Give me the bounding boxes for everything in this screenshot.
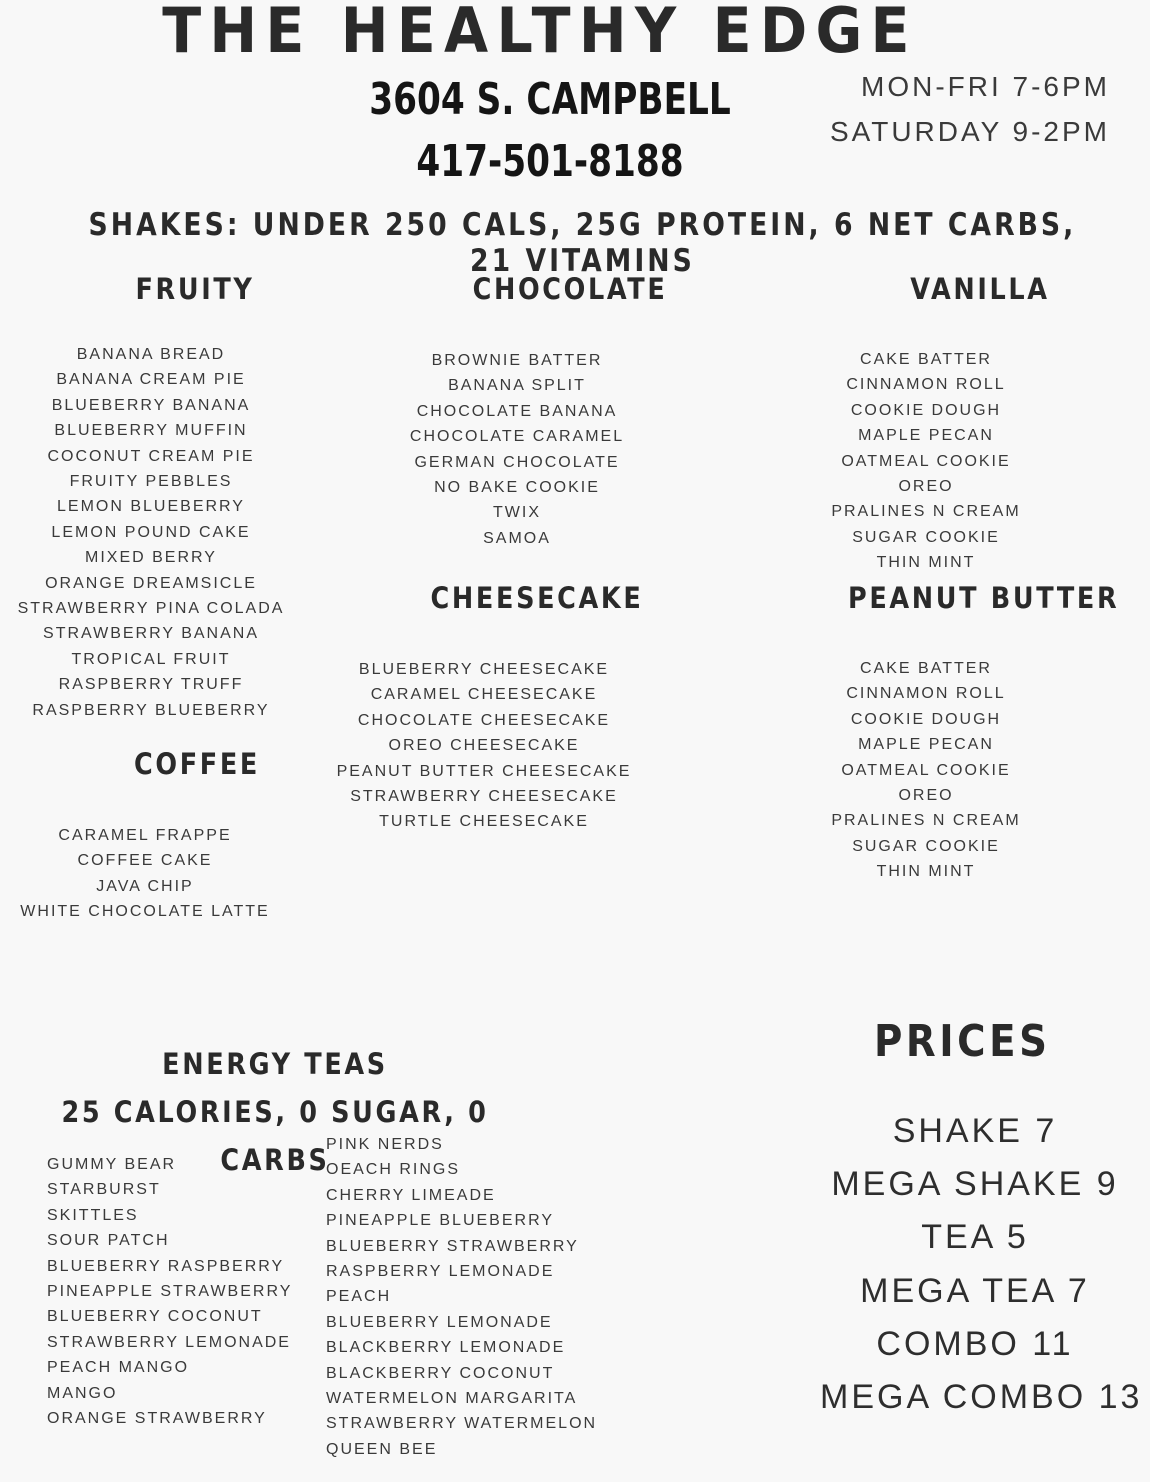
energy-tea-item: ORANGE STRAWBERRY: [47, 1410, 267, 1428]
peanut-butter-item: OREO: [898, 787, 954, 805]
fruity-list: [0, 342, 302, 723]
chocolate-heading: CHOCOLATE: [472, 272, 668, 306]
energy-tea-item: MANGO: [47, 1384, 118, 1402]
chocolate-item: SAMOA: [483, 529, 551, 547]
energy-tea-item: SKITTLES: [47, 1206, 139, 1224]
price-item: TEA 5: [921, 1218, 1029, 1257]
energy-tea-item: BLUEBERRY LEMONADE: [326, 1313, 553, 1331]
price-item: MEGA TEA 7: [860, 1271, 1090, 1310]
fruity-item: FRUITY PEBBLES: [69, 473, 233, 491]
cheesecake-list: [334, 657, 634, 835]
chocolate-item: CHOCOLATE BANANA: [416, 402, 618, 420]
vanilla-item: OREO: [898, 478, 954, 496]
vanilla-list: [776, 347, 1076, 576]
fruity-item: STRAWBERRY BANANA: [43, 625, 259, 643]
vanilla-item: COOKIE DOUGH: [850, 401, 1002, 419]
energy-tea-item: PEACH MANGO: [47, 1359, 190, 1377]
vanilla-item: PRALINES N CREAM: [831, 503, 1021, 521]
fruity-item: BLUEBERRY MUFFIN: [54, 422, 248, 440]
vanilla-item: OATMEAL COOKIE: [841, 452, 1011, 470]
vanilla-item: CINNAMON ROLL: [846, 376, 1006, 394]
cheesecake-item: PEANUT BUTTER CHEESECAKE: [336, 762, 632, 780]
energy-tea-item: WATERMELON MARGARITA: [326, 1390, 578, 1408]
fruity-item: BANANA CREAM PIE: [56, 371, 246, 389]
energy-tea-item: PINEAPPLE BLUEBERRY: [326, 1212, 555, 1230]
fruity-item: LEMON BLUEBERRY: [57, 498, 245, 516]
cheesecake-item: BLUEBERRY CHEESECAKE: [358, 661, 610, 678]
energy-tea-item: OEACH RINGS: [326, 1161, 461, 1179]
fruity-item: MIXED BERRY: [85, 549, 217, 567]
energy-tea-item: QUEEN BEE: [326, 1440, 438, 1458]
peanut-butter-heading: PEANUT BUTTER: [848, 581, 1120, 615]
energy-tea-item: GUMMY BEAR: [47, 1156, 177, 1173]
vanilla-heading: VANILLA: [910, 272, 1050, 306]
business-name: THE HEALTHY EDGE: [162, 0, 918, 67]
peanut-butter-item: OATMEAL COOKIE: [841, 761, 1011, 779]
energy-tea-item: STRAWBERRY LEMONADE: [47, 1333, 291, 1351]
fruity-item: BLUEBERRY BANANA: [51, 396, 251, 414]
fruity-item: TROPICAL FRUIT: [71, 650, 231, 668]
price-item: COMBO 11: [876, 1324, 1074, 1363]
cheesecake-item: STRAWBERRY CHEESECAKE: [350, 788, 618, 806]
peanut-butter-item: SUGAR COOKIE: [852, 837, 1000, 855]
energy-tea-item: PINK NERDS: [326, 1136, 444, 1153]
cheesecake-heading: CHEESECAKE: [430, 581, 644, 615]
chocolate-item: BROWNIE BATTER: [431, 352, 603, 369]
price-item: MEGA SHAKE 9: [831, 1165, 1119, 1204]
fruity-item: STRAWBERRY PINA COLADA: [17, 600, 285, 618]
coffee-item: COFFEE CAKE: [77, 852, 213, 870]
energy-tea-item: RASPBERRY LEMONADE: [326, 1263, 555, 1281]
energy-teas-column-1: [47, 1152, 292, 1431]
chocolate-item: GERMAN CHOCOLATE: [414, 453, 620, 471]
prices-heading: PRICES: [874, 1016, 1051, 1067]
business-hours: [830, 64, 1110, 154]
energy-teas-column-2: [326, 1132, 597, 1462]
energy-tea-item: PINEAPPLE STRAWBERRY: [47, 1283, 293, 1301]
peanut-butter-item: CAKE BATTER: [860, 660, 992, 677]
energy-tea-item: BLACKBERRY COCONUT: [326, 1364, 555, 1382]
energy-tea-item: BLUEBERRY COCONUT: [47, 1308, 263, 1326]
energy-tea-item: CHERRY LIMEADE: [326, 1186, 496, 1204]
vanilla-item: MAPLE PECAN: [858, 427, 994, 445]
peanut-butter-list: [776, 656, 1076, 885]
energy-tea-item: BLACKBERRY LEMONADE: [326, 1339, 566, 1357]
fruity-item: BANANA BREAD: [76, 346, 226, 363]
energy-tea-item: PEACH: [326, 1288, 392, 1306]
coffee-item: WHITE CHOCOLATE LATTE: [20, 903, 270, 921]
chocolate-item: TWIX: [493, 504, 541, 522]
price-item: MEGA COMBO 13: [820, 1378, 1143, 1417]
vanilla-item: CAKE BATTER: [860, 351, 992, 368]
coffee-list: [0, 823, 290, 925]
hours-saturday: SATURDAY 9-2PM: [829, 116, 1110, 147]
cheesecake-item: CARAMEL CHEESECAKE: [370, 686, 598, 704]
peanut-butter-item: THIN MINT: [876, 863, 976, 881]
fruity-item: RASPBERRY BLUEBERRY: [32, 701, 270, 719]
shakes-info: SHAKES: UNDER 250 CALS, 25G PROTEIN, 6 NET CARBS, 21 VITAMINS: [88, 207, 1077, 279]
fruity-item: RASPBERRY TRUFF: [58, 676, 244, 694]
energy-tea-item: SOUR PATCH: [47, 1232, 170, 1250]
coffee-heading: COFFEE: [133, 747, 261, 781]
energy-tea-item: STRAWBERRY WATERMELON: [326, 1415, 598, 1433]
price-item: SHAKE 7: [892, 1112, 1058, 1150]
energy-teas-subtitle: 25 CALORIES, 0 SUGAR, 0 CARBS: [61, 1095, 489, 1177]
energy-tea-item: STARBURST: [47, 1181, 161, 1199]
fruity-item: ORANGE DREAMSICLE: [45, 574, 257, 592]
chocolate-item: NO BAKE COOKIE: [434, 479, 600, 497]
coffee-item: CARAMEL FRAPPE: [58, 827, 232, 844]
peanut-butter-item: MAPLE PECAN: [858, 736, 994, 754]
energy-tea-item: BLUEBERRY STRAWBERRY: [326, 1237, 579, 1255]
vanilla-item: SUGAR COOKIE: [852, 528, 1000, 546]
chocolate-list: [367, 348, 667, 551]
chocolate-item: BANANA SPLIT: [448, 377, 586, 395]
phone-number: 417-501-8188: [416, 136, 684, 187]
price-list: [820, 1105, 1143, 1424]
coffee-item: JAVA CHIP: [96, 877, 194, 895]
address: 3604 S. CAMPBELL: [369, 74, 731, 125]
cheesecake-item: TURTLE CHEESECAKE: [379, 813, 589, 831]
fruity-heading: FRUITY: [135, 272, 255, 306]
energy-tea-item: BLUEBERRY RASPBERRY: [47, 1257, 285, 1275]
vanilla-item: THIN MINT: [876, 554, 976, 572]
peanut-butter-item: COOKIE DOUGH: [850, 710, 1002, 728]
peanut-butter-item: CINNAMON ROLL: [846, 685, 1006, 703]
peanut-butter-item: PRALINES N CREAM: [831, 812, 1021, 830]
energy-teas-title: ENERGY TEAS: [162, 1047, 388, 1081]
fruity-item: COCONUT CREAM PIE: [47, 447, 255, 465]
hours-weekday: MON-FRI 7-6PM: [861, 71, 1110, 102]
cheesecake-item: OREO CHEESECAKE: [388, 737, 580, 755]
chocolate-item: CHOCOLATE CARAMEL: [409, 428, 625, 446]
cheesecake-item: CHOCOLATE CHEESECAKE: [357, 711, 611, 729]
fruity-item: LEMON POUND CAKE: [51, 523, 251, 541]
